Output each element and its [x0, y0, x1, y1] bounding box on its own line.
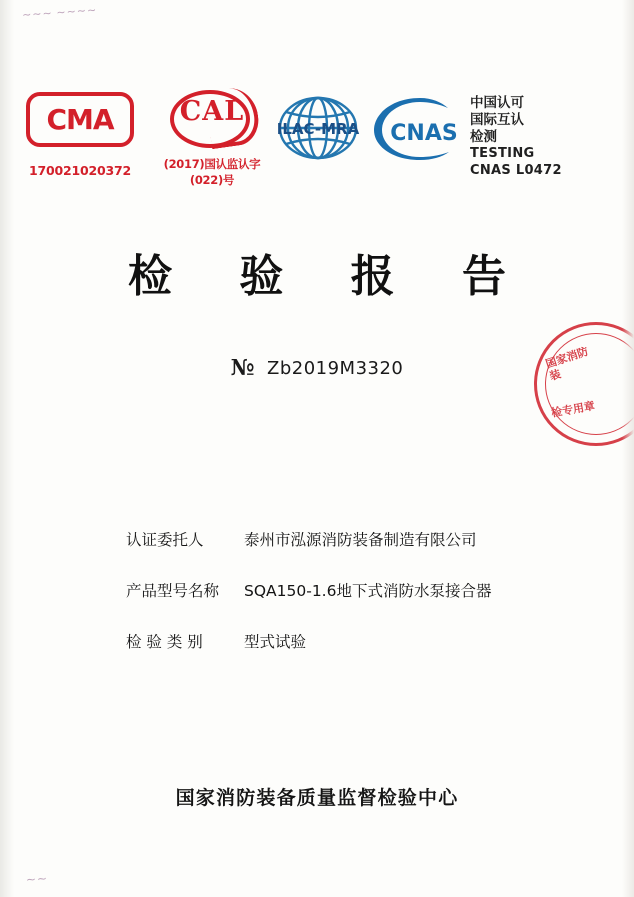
cma-label: CMA — [46, 102, 114, 136]
field-value-client: 泰州市泓源消防装备制造有限公司 — [244, 531, 477, 549]
svg-text:CNAS: CNAS — [390, 121, 458, 146]
cnas-line-4: TESTING — [470, 146, 535, 161]
cnas-line-5: CNAS L0472 — [470, 163, 562, 178]
cnas-line-2: 国际互认 — [470, 112, 524, 127]
cnas-logo — [368, 94, 472, 164]
official-seal — [534, 322, 634, 446]
issuing-organization: 国家消防装备质量监督检验中心 — [175, 787, 459, 809]
field-row — [126, 579, 546, 601]
field-label-client: 认证委托人 — [126, 531, 204, 549]
field-row — [126, 630, 546, 652]
field-label-product: 产品型号名称 — [126, 582, 220, 600]
cnas-text-block — [470, 94, 562, 179]
accreditation-logo-row — [18, 82, 618, 192]
seal-text-line-1: 国家消防装 — [544, 344, 590, 384]
cnas-line-3: 检测 — [470, 129, 497, 144]
svg-text:ILAC-MRA: ILAC-MRA — [276, 120, 360, 138]
cal-logo — [150, 88, 274, 188]
report-number-symbol: № — [230, 355, 255, 381]
page-title: 检 验 报 告 — [128, 251, 532, 302]
field-row — [126, 528, 546, 550]
report-number-value: Zb2019M3320 — [266, 358, 404, 379]
field-value-product: SQA150-1.6地下式消防水泵接合器 — [244, 582, 492, 600]
handwritten-annotation-bottom: ∼∼ — [25, 871, 49, 887]
cma-logo — [26, 92, 134, 178]
ilac-mra-logo — [270, 92, 366, 164]
cal-code: (2017)国认监认字(022)号 — [163, 157, 261, 187]
ilac-mra-icon — [270, 92, 366, 164]
handwritten-annotation-top: ∼∼∼ ∼∼∼∼ — [21, 4, 98, 22]
cma-badge — [26, 92, 134, 147]
cal-label: CAL — [179, 96, 245, 127]
cal-mark — [168, 88, 256, 144]
cnas-line-1: 中国认可 — [470, 95, 524, 110]
cma-code: 170021020372 — [29, 163, 131, 178]
seal-text-line-2: 检专用章 — [550, 399, 596, 420]
field-list — [126, 528, 546, 681]
field-value-category: 型式试验 — [244, 633, 307, 651]
cnas-icon — [368, 94, 472, 164]
field-label-category: 检 验 类 别 — [126, 633, 203, 651]
